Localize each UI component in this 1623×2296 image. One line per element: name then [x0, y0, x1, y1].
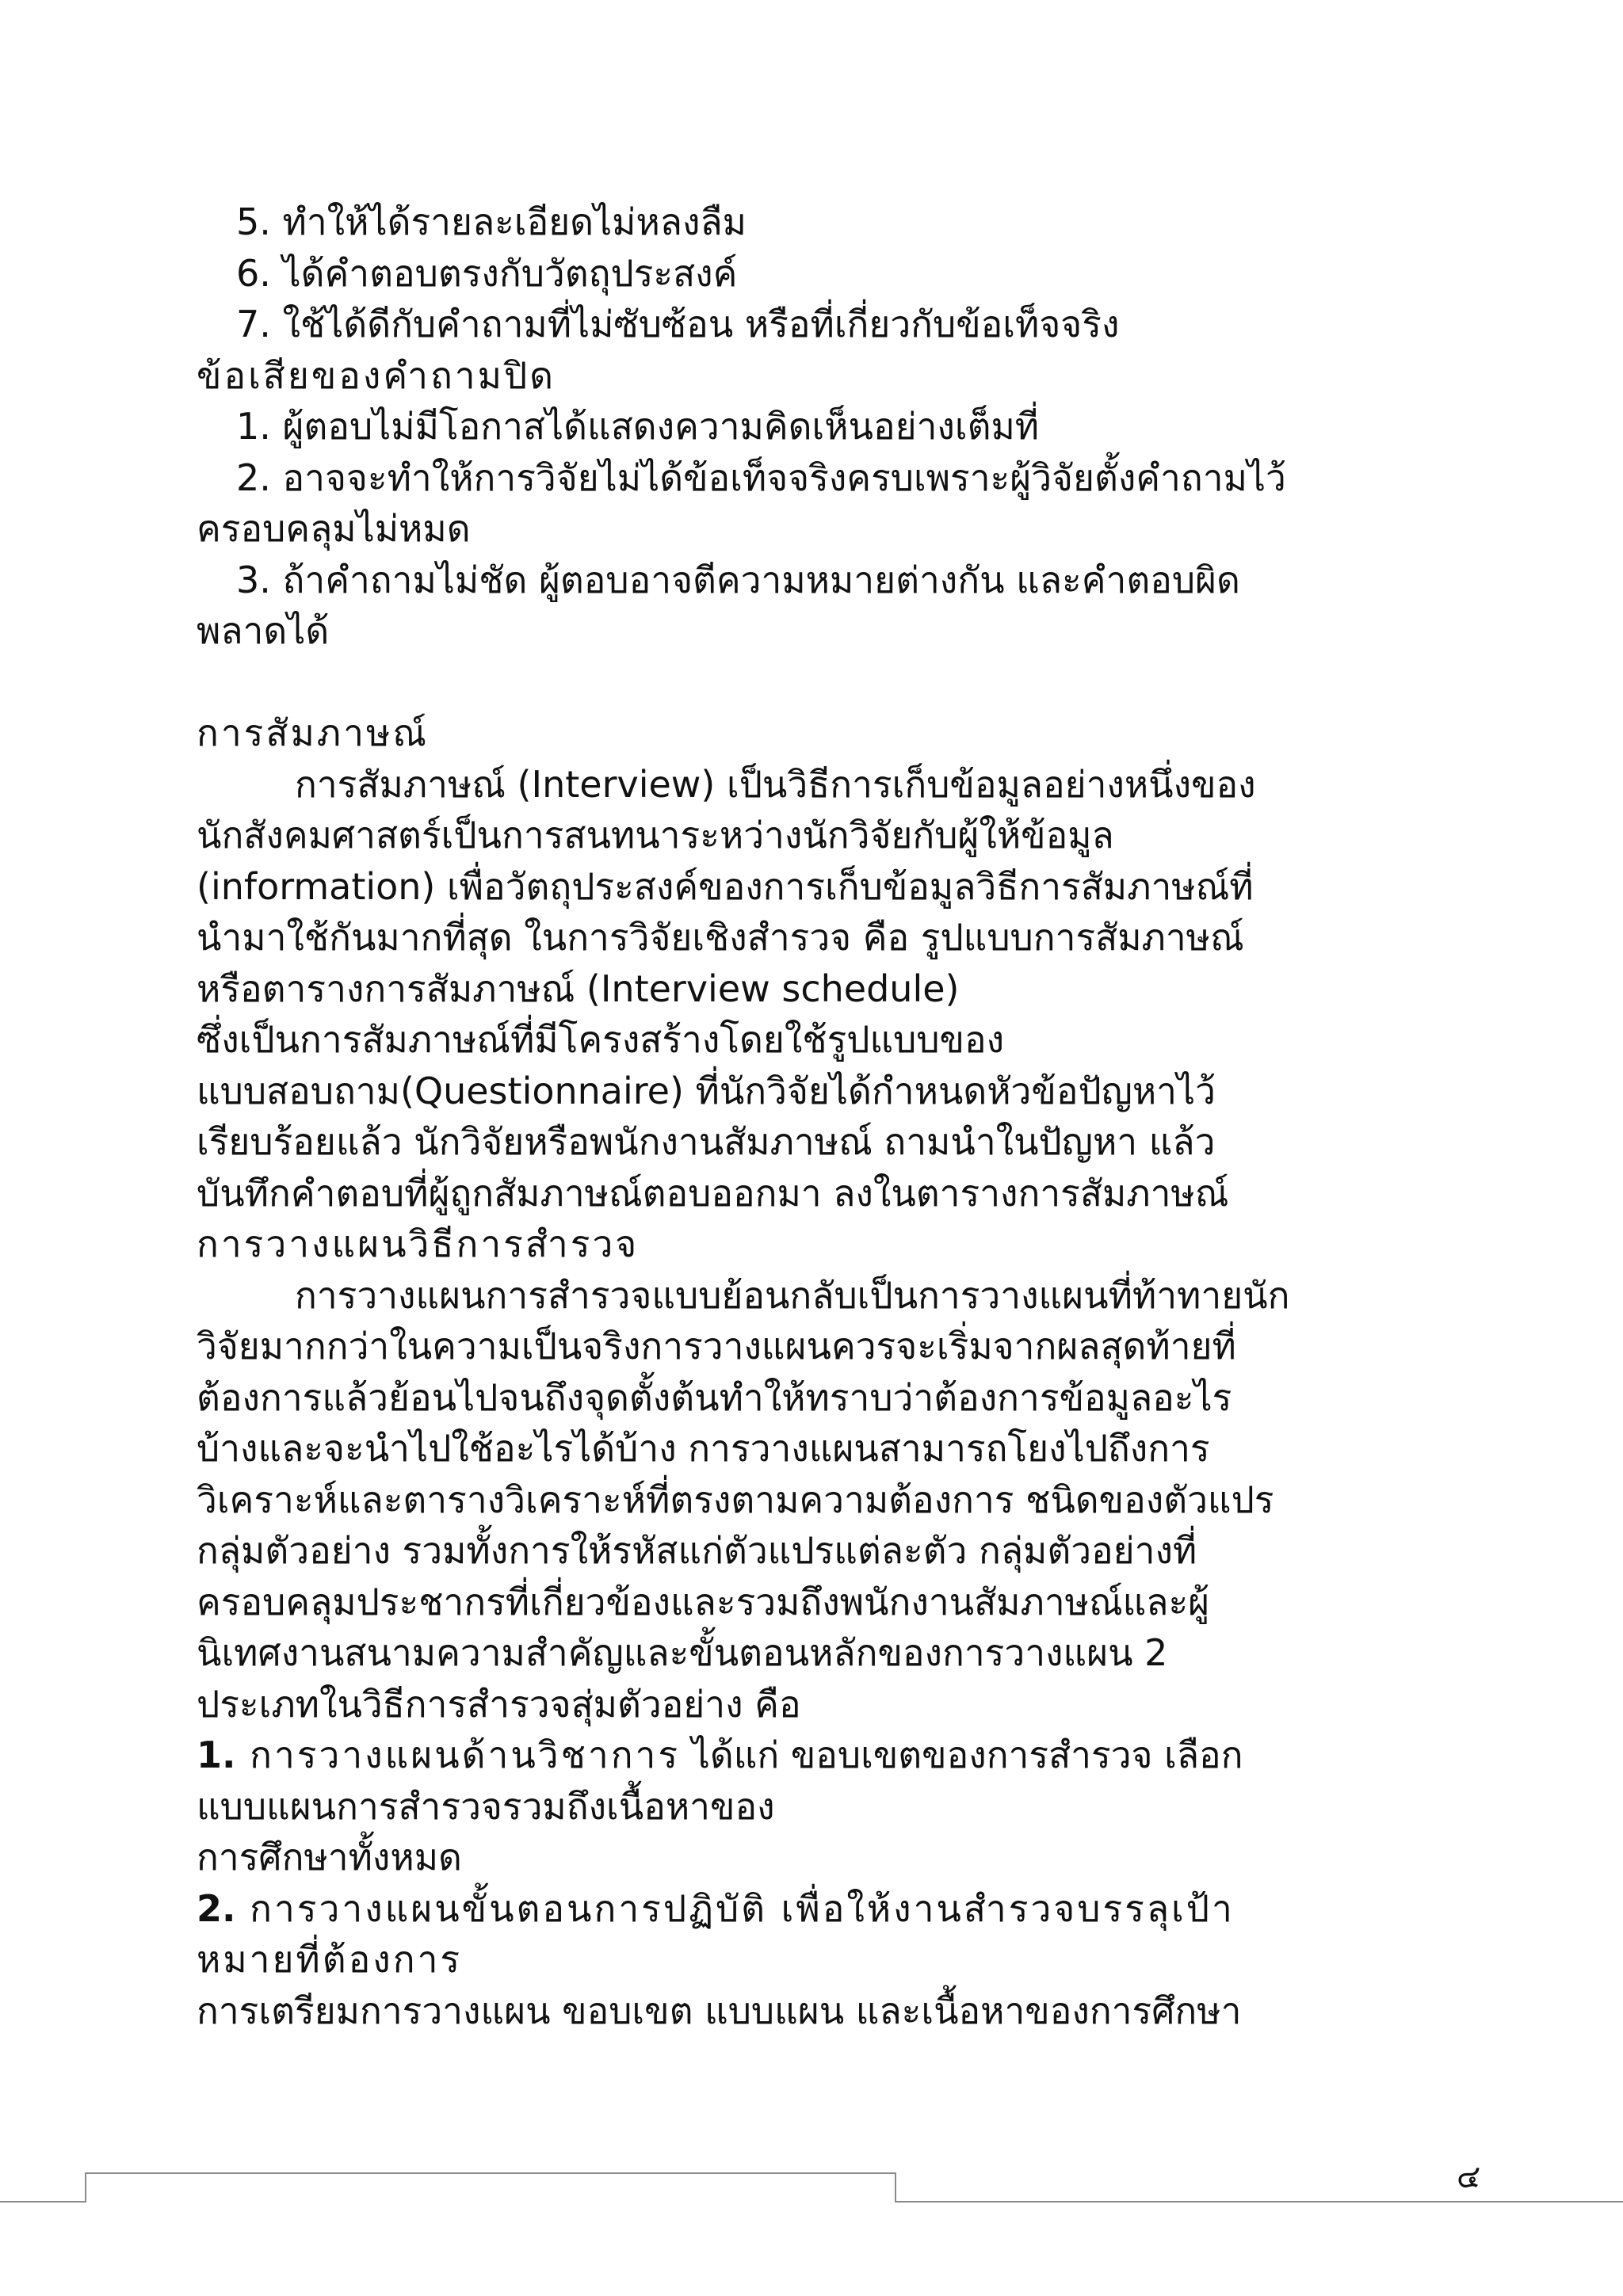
planning-item-2-continued: หมายที่ต้องการ	[197, 1938, 463, 1981]
blank-line	[197, 657, 1433, 708]
paragraph-line: ต้องการแล้วย้อนไปจนถึงจุดตั้งต้นทำให้ทราบว่าต้องการข้อมูลอะไร	[197, 1375, 1232, 1419]
paragraph-line: วิเคราะห์และตารางวิเคราะห์ที่ตรงตามความต้องการ ชนิดของตัวแปร	[197, 1478, 1274, 1521]
planning-item-2-heading: การวางแผนขั้นตอนการปฏิบัติ เพื่อให้งานสำรวจบรรลุเป้า	[235, 1886, 1235, 1930]
footer-rule-right	[895, 2201, 1623, 2203]
advantage-item-6: 6. ได้คำตอบตรงกับวัตถุประสงค์	[236, 251, 738, 295]
page-number: ๔	[1457, 2159, 1481, 2195]
paragraph-line: วิจัยมากกว่าในความเป็นจริงการวางแผนควรจะเริ่มจากผลสุดท้ายที่	[197, 1325, 1236, 1367]
paragraph-line: นิเทศงานสนามความสำคัญและขั้นตอนหลักของการวางแผน 2	[197, 1631, 1168, 1674]
disadvantage-item-1: 1. ผู้ตอบไม่มีโอกาสได้แสดงความคิดเห็นอย่างเต็มที่	[236, 405, 1040, 448]
paragraph-line: บันทึกคำตอบที่ผู้ถูกสัมภาษณ์ตอบออกมา ลงในตารางการสัมภาษณ์	[197, 1171, 1229, 1215]
paragraph-line: นำมาใช้กันมากที่สุด ในการวิจัยเชิงสำรวจ คือ รูปแบบการสัมภาษณ์	[197, 916, 1244, 959]
paragraph-line: ซึ่งเป็นการสัมภาษณ์ที่มีโครงสร้างโดยใช้รูปแบบของ	[197, 1018, 1005, 1061]
paragraph-line: หรือตารางการสัมภาษณ์ (Interview schedule)	[197, 967, 960, 1010]
paragraph-line: กลุ่มตัวอย่าง รวมทั้งการให้รหัสแก่ตัวแปรแต่ละตัว กลุ่มตัวอย่างที่	[197, 1529, 1197, 1572]
disadvantage-item-2: 2. อาจจะทำให้การวิจัยไม่ได้ข้อเท็จจริงครบเพราะผู้วิจัยตั้งคำถามไว้	[236, 456, 1286, 499]
advantage-item-5: 5. ทำให้ได้รายละเอียดไม่หลงลืม	[236, 200, 747, 243]
section-heading-survey-planning: การวางแผนวิธีการสำรวจ	[197, 1222, 640, 1265]
disadvantage-item-3-continued: พลาดได้	[197, 609, 330, 652]
planning-item-1-number: 1.	[197, 1733, 236, 1776]
paragraph-line: ครอบคลุมประชากรที่เกี่ยวข้องและรวมถึงพนักงานสัมภาษณ์และผู้	[197, 1580, 1210, 1623]
paragraph-line: การเตรียมการวางแผน ขอบเขต แบบแผน และเนื้อหาของการศึกษา	[197, 1989, 1242, 2032]
planning-item-2-number: 2.	[197, 1886, 236, 1930]
paragraph-line: ประเภทในวิธีการสำรวจสุ่มตัวอย่าง คือ	[197, 1682, 801, 1726]
paragraph-line: นักสังคมศาสตร์เป็นการสนทนาระหว่างนักวิจัยกับผู้ให้ข้อมูล	[197, 814, 1114, 856]
planning-item-1	[197, 1730, 1433, 1781]
paragraph-line: การสัมภาษณ์ (Interview) เป็นวิธีการเก็บข้อมูลอย่างหนึ่งของ	[295, 762, 1256, 806]
planning-item-2	[197, 1883, 1433, 1935]
planning-item-1-text: ได้แก่ ขอบเขตของการสำรวจ เลือก	[680, 1733, 1243, 1776]
section-heading-closed-question-disadvantages: ข้อเสียของคำถามปิด	[197, 353, 556, 397]
paragraph-line: แบบสอบถาม(Questionnaire) ที่นักวิจัยได้กำหนดหัวข้อปัญหาไว้	[197, 1069, 1216, 1112]
section-heading-interview: การสัมภาษณ์	[197, 711, 429, 754]
paragraph-line: การวางแผนการสำรวจแบบย้อนกลับเป็นการวางแผนที่ท้าทายนัก	[295, 1273, 1290, 1317]
footer-rule-left	[0, 2201, 86, 2203]
advantage-item-7: 7. ใช้ได้ดีกับคำถามที่ไม่ซับซ้อน หรือที่เกี่ยวกับข้อเท็จจริง	[236, 303, 1120, 345]
disadvantage-item-2-continued: ครอบคลุมไม่หมด	[197, 507, 471, 550]
document-body	[197, 196, 1433, 2036]
paragraph-line: (information) เพื่อวัตถุประสงค์ของการเก็บข้อมูลวิธีการสัมภาษณ์ที่	[197, 864, 1254, 908]
paragraph-line: การศึกษาทั้งหมด	[197, 1836, 462, 1878]
paragraph-line: แบบแผนการสำรวจรวมถึงเนื้อหาของ	[197, 1784, 775, 1828]
planning-item-1-heading: การวางแผนด้านวิชาการ	[235, 1733, 681, 1776]
paragraph-line: เรียบร้อยแล้ว นักวิจัยหรือพนักงานสัมภาษณ์ ถามนำในปัญหา แล้ว	[197, 1120, 1216, 1163]
footer-tab-box	[85, 2172, 896, 2203]
disadvantage-item-3: 3. ถ้าคำถามไม่ชัด ผู้ตอบอาจตีความหมายต่างกัน และคำตอบผิด	[236, 558, 1240, 601]
paragraph-line: บ้างและจะนำไปใช้อะไรได้บ้าง การวางแผนสามารถโยงไปถึงการ	[197, 1427, 1210, 1470]
